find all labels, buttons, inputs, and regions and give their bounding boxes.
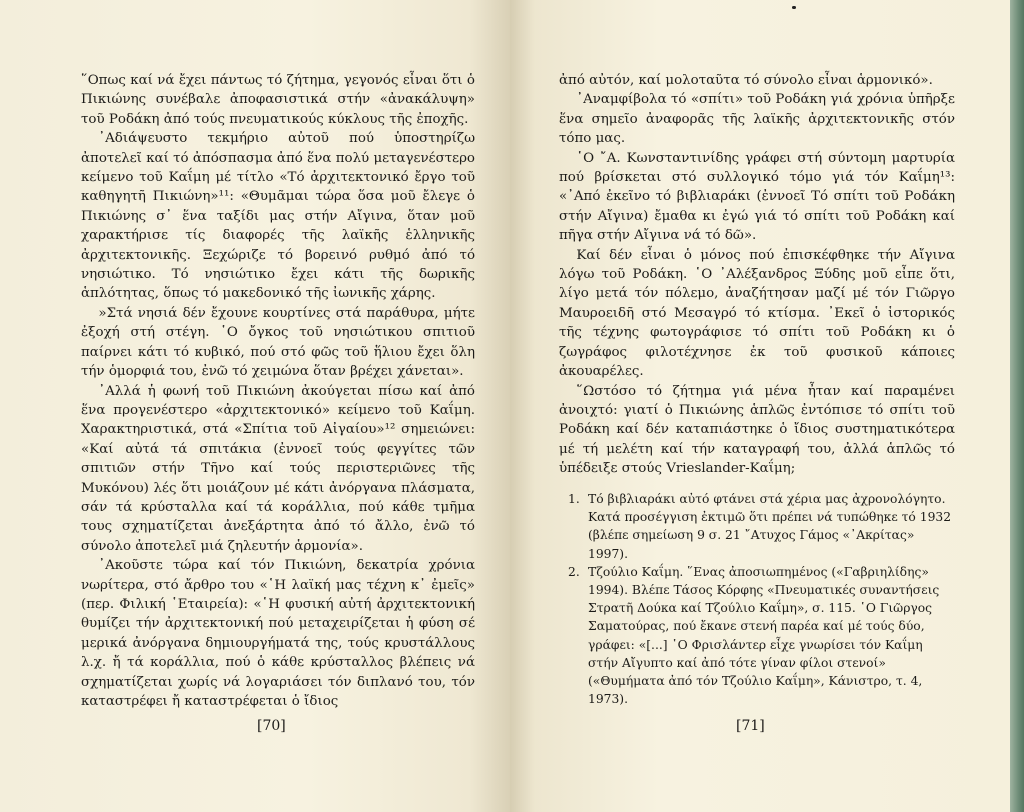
footnote-text: Τό βιβλιαράκι αὐτό φτάνει στά χέρια μας ἀχρονολόγητο. Κατά προσέγγιση ἐκτιμῶ ὅτι πρέπει νά τυπώθηκε τό 1932 (βλέπε σημείωση 9 σ. 21 ῎Ατυχος Γάμος «᾿Ακρίτας» 1997).	[588, 492, 952, 561]
right-page-body	[559, 71, 955, 479]
paragraph: ᾿Αδιάψευστο τεκμήριο αὐτοῦ πού ὑποστηρίζω ἀποτελεῖ καί τό ἀπόσπασμα ἀπό ἕνα πολύ μεταγενέστερο κείμενο τοῦ Καΐμη μέ τίτλο «Τό ἀρχιτεκτονικό ἔργο τοῦ καθηγητῆ Πικιώνη»¹¹: «Θυμᾶμαι τώρα ὅσα μοῦ ἔλεγε ὁ Πικιώνης σ᾿ ἕνα ταξίδι μας στήν Αἴγινα, ὅταν μοῦ χαρακτήρισε τίς διαφορές τῆς λαϊκῆς ἑλληνικῆς ἀρχιτεκτονικῆς. Ξεχώριζε τό βορεινό ρυθμό ἀπό τό νησιώτικο. Τό νησιώτικο ἔχει κάτι τῆς δωρικῆς ἁπλότητας, ὅπως τό μακεδονικό τῆς ἰωνικῆς χάρης.	[81, 131, 475, 302]
footnote-text: Τζούλιο Καΐμη. ῞Ενας ἀποσιωπημένος («Γαβριηλίδης» 1994). Βλέπε Τάσος Κόρφης «Πνευματικές συναντήσεις Στρατῆ Δούκα καί Τζούλιο Καΐμη», σ. 115. ῾Ο Γιῶργος Σαματούρας, πού ἔκανε στενή παρέα καί μέ τούς δύο, γράφει: «[...] ῾Ο Φρισλάντερ εἶχε γνωρίσει τόν Καΐμη στήν Αἴγυπτο καί ἀπό τότε γίναν φίλοι στενοί» («Θυμήματα ἀπό τόν Τζούλιο Καΐμη», Κάνιστρο, τ. 4, 1973).	[588, 564, 940, 707]
footnote	[568, 490, 956, 563]
footnotes	[568, 490, 956, 708]
left-page-body	[81, 71, 475, 711]
page-number: [71]	[736, 718, 765, 734]
paragraph: ἀπό αὐτόν, καί μολοταῦτα τό σύνολο εἶναι ἁρμονικό».	[559, 73, 933, 88]
paragraph: ᾿Αλλά ἡ φωνή τοῦ Πικιώνη ἀκούγεται πίσω καί ἀπό ἕνα προγενέστερο «ἀρχιτεκτονικό» κείμενο τοῦ Καΐμη. Χαρακτηριστικά, στά «Σπίτια τοῦ Αἰγαίου»¹² σημειώνει: «Καί αὐτά τά σπιτάκια (ἐννοεῖ τούς φεγγίτες τῶν σπιτιῶν στήν Τῆνο καί τούς περιστεριῶνες τῆς Μυκόνου) λές ὅτι μοιάζουν μέ κάτι ἀνόργανα πλάσματα, σάν τά κρύσταλλα καί τά κοράλλια, πού κάθε τμῆμα τους σχηματίζεται ἀνεξάρτητα ἀπό τό ἄλλο, ἐνῶ τό σύνολο ἀποτελεῖ μιά ζηλευτήν ἁρμονία».	[81, 383, 475, 554]
paragraph: »Στά νησιά δέν ἔχουνε κουρτίνες στά παράθυρα, μήτε ἐξοχή στή στέγη. ῾Ο ὄγκος τοῦ νησιώτικου σπιτιοῦ παίρνει κάτι τό κυβικό, πού στό φῶς τοῦ ἥλιου ἔχει ὅλη τήν ὁμορφιά του, ἐνῶ τό χειμώνα ὅταν βρέχει χάνεται».	[81, 305, 475, 380]
paragraph: ῞Ωστόσο τό ζήτημα γιά μένα ἦταν καί παραμένει ἀνοιχτό: γιατί ὁ Πικιώνης ἁπλῶς ἐντόπισε τό σπίτι τοῦ Ροδάκη καί δέν καταπιάστηκε ὁ ἴδιος συστηματικότερα μέ τή μελέτη καί τήν καταγραφή του, ἀλλά ἁπλῶς τό ὑπέδειξε στούς Vrieslander-Καΐμη;	[559, 383, 955, 477]
left-page	[0, 0, 510, 812]
right-page	[510, 0, 1010, 812]
footnote-number: 2.	[568, 564, 580, 579]
ink-speck	[792, 6, 796, 9]
paragraph: ῾Ο ῎Α. Κωνσταντινίδης γράφει στή σύντομη μαρτυρία πού βρίσκεται στό συλλογικό τόμο γιά τόν Καΐμη¹³: «᾿Από ἐκεῖνο τό βιβλιαράκι (ἐννοεῖ Τό σπίτι τοῦ Ροδάκη στήν Αἴγινα) ἔμαθα κι ἐγώ γιά τό σπίτι τοῦ Ροδάκη καί πῆγα στήν Αἴγινα νά τό δῶ».	[559, 150, 955, 244]
page-number: [70]	[257, 718, 286, 734]
book-cover-edge	[1010, 0, 1024, 812]
paragraph: ᾿Αναμφίβολα τό «σπίτι» τοῦ Ροδάκη γιά χρόνια ὑπῆρξε ἕνα σημεῖο ἀναφορᾶς τῆς λαϊκῆς ἀρχιτεκτονικῆς στόν τόπο μας.	[559, 92, 955, 147]
footnote	[568, 563, 956, 709]
paragraph: ᾿Ακοῦστε τώρα καί τόν Πικιώνη, δεκατρία χρόνια νωρίτερα, στό ἄρθρο του «῾Η λαϊκή μας τέχνη κ᾿ ἐμεῖς» (περ. Φιλική ῾Εταιρεία): «῾Η φυσική αὐτή ἀρχιτεκτονική θυμίζει τήν ἀρχιτεκτονική πού μεταχειρίζεται ἡ φύση σέ μερικά ἀνόργανα δημιουργήματά της, τούς κρυστάλλους λ.χ. ἤ τά κοράλλια, πού ὁ κάθε κρύσταλλος βλέπεις νά σχηματίζεται χωρίς νά λογαριάσει τόν διπλανό του, τόν καταστρέφει ἤ καταστρέφεται ὁ ἴδιος	[81, 558, 475, 709]
paragraph: Καί δέν εἶναι ὁ μόνος πού ἐπισκέφθηκε τήν Αἴγινα λόγω τοῦ Ροδάκη. ῾Ο ᾿Αλέξανδρος Ξύδης μοῦ εἶπε ὅτι, λίγο μετά τόν πόλεμο, ἀναζήτησαν μαζί μέ τόν Γιῶργο Μαυροειδῆ στό Μεσαγρό τό κτίσμα. ᾿Εκεῖ ὁ ἱστορικός τῆς τέχνης φωτογράφισε τό σπίτι τοῦ Ροδάκη κι ὁ ζωγράφος φιλοτέχνησε ἐκ τοῦ φυσικοῦ κάποιες ἀκουαρέλες.	[559, 247, 955, 380]
paragraph: ῞Οπως καί νά ἔχει πάντως τό ζήτημα, γεγονός εἶναι ὅτι ὁ Πικιώνης συνέβαλε ἀποφασιστικά στήν «ἀνακάλυψη» τοῦ Ροδάκη ἀπό τούς πνευματικούς κύκλους τῆς ἐποχῆς.	[81, 73, 475, 127]
footnote-number: 1.	[568, 492, 580, 506]
